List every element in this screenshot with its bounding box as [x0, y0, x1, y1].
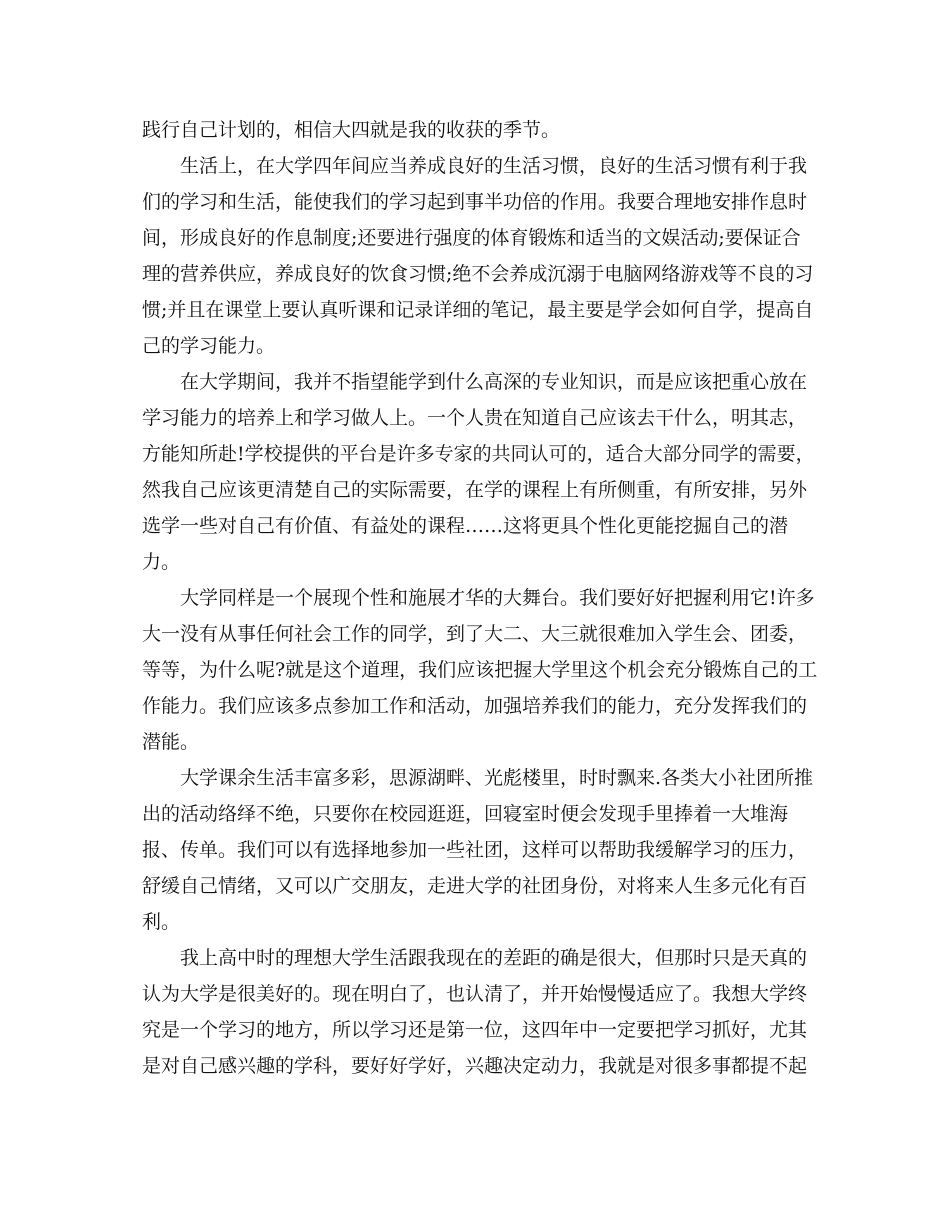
text-line: 践行自己计划的，相信大四就是我的收获的季节。 [142, 119, 561, 141]
text-line: 方能知所赴!学校提供的平台是许多专家的共同认可的，适合大部分同学的需要， [142, 443, 815, 465]
text-line: 舒缓自己情绪，又可以广交朋友，走进大学的社团身份，对将来人生多元化有百 [142, 875, 808, 897]
paragraph-5 [142, 760, 818, 940]
text-line: 理的营养供应，养成良好的饮食习惯;绝不会养成沉溺于电脑网络游戏等不良的习 [142, 263, 814, 285]
paragraph-2 [142, 148, 818, 364]
text-line: 在大学期间，我并不指望能学到什么高深的专业知识，而是应该把重心放在 [180, 371, 808, 393]
text-line: 间，形成良好的作息制度;还要进行强度的体育锻炼和适当的文娱活动;要保证合 [142, 227, 801, 249]
text-line: 利。 [142, 911, 181, 933]
text-line: 惯;并且在课堂上要认真听课和记录详细的笔记，最主要是学会如何自学，提高自 [142, 299, 814, 321]
document-body [142, 112, 818, 1084]
text-line: 认为大学是很美好的。现在明白了，也认清了，并开始慢慢适应了。我想大学终 [142, 983, 808, 1005]
text-line: 究是一个学习的地方，所以学习还是第一位，这四年中一定要把学习抓好，尤其 [142, 1019, 808, 1041]
text-line: 生活上，在大学四年间应当养成良好的生活习惯，良好的生活习惯有利于我 [180, 155, 808, 177]
text-line: 我上高中时的理想大学生活跟我现在的差距的确是很大，但那时只是天真的 [180, 947, 808, 969]
paragraph-1 [142, 112, 818, 148]
text-line: 大一没有从事任何社会工作的同学，到了大二、大三就很难加入学生会、团委， [142, 623, 808, 645]
paragraph-3 [142, 364, 818, 580]
text-line: 然我自己应该更清楚自己的实际需要，在学的课程上有所侧重，有所安排，另外 [142, 479, 808, 501]
text-line: 出的活动络绎不绝，只要你在校园逛逛，回寝室时便会发现手里捧着一大堆海 [142, 803, 789, 825]
text-line: 是对自己感兴趣的学科，要好好学好，兴趣决定动力，我就是对很多事都提不起 [142, 1055, 808, 1077]
text-line: 潜能。 [142, 731, 200, 753]
text-line: 学习能力的培养上和学习做人上。一个人贵在知道自己应该去干什么，明其志， [142, 407, 808, 429]
text-line: 己的学习能力。 [142, 335, 276, 357]
paragraph-4 [142, 580, 818, 760]
text-line: 等等，为什么呢?就是这个道理，我们应该把握大学里这个机会充分锻炼自己的工 [142, 659, 818, 681]
text-line: 选学一些对自己有价值、有益处的课程……这将更具个性化更能挖掘自己的潜 [142, 515, 789, 537]
text-line: 作能力。我们应该多点参加工作和活动，加强培养我们的能力，充分发挥我们的 [142, 695, 808, 717]
text-line: 力。 [142, 551, 181, 573]
text-line: 们的学习和生活，能使我们的学习起到事半功倍的作用。我要合理地安排作息时 [142, 191, 808, 213]
text-line: 大学课余生活丰富多彩，思源湖畔、光彪楼里，时时飘来.各类大小社团所推 [180, 767, 814, 789]
text-line: 大学同样是一个展现个性和施展才华的大舞台。我们要好好把握利用它!许多 [180, 587, 815, 609]
paragraph-6 [142, 940, 818, 1084]
text-line: 报、传单。我们可以有选择地参加一些社团，这样可以帮助我缓解学习的压力， [142, 839, 808, 861]
